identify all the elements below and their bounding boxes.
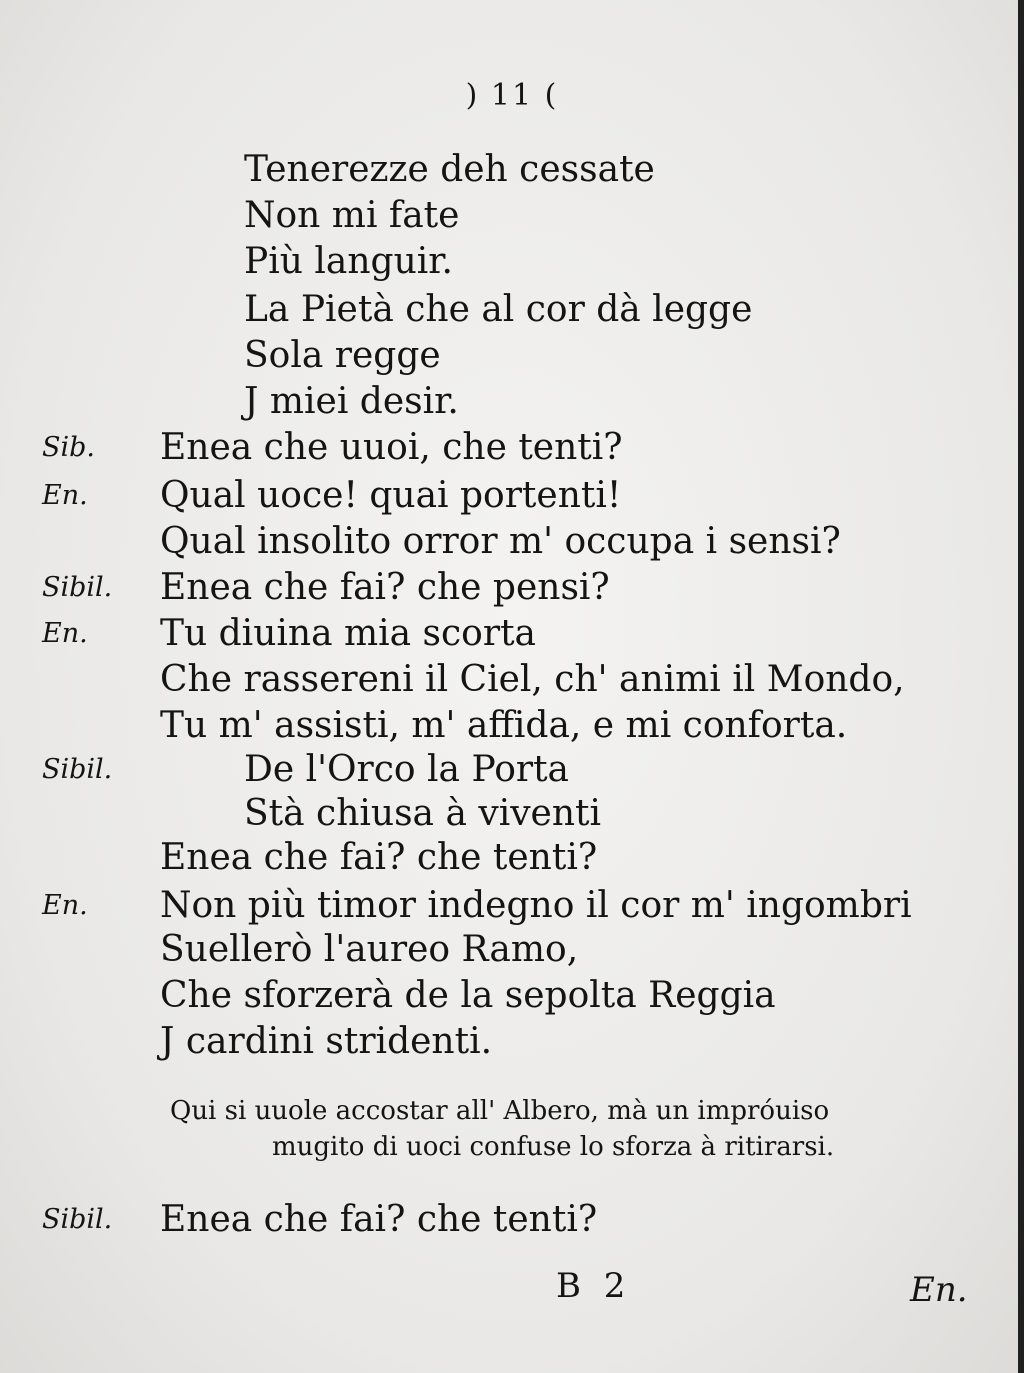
verse-text: Non mi fate (244, 195, 460, 236)
verse-line (0, 834, 1000, 882)
verse-text: Enea che uuoi, che tenti? (160, 427, 623, 468)
verse-line (0, 192, 1000, 240)
verse-text: Che sforzerà de la sepolta Reggia (160, 975, 776, 1016)
verse-line (0, 746, 1000, 794)
verse-line (0, 790, 1000, 838)
speaker-label: En. (42, 480, 88, 511)
verse-text: J miei desir. (244, 381, 459, 422)
verse-line (0, 424, 1000, 472)
speaker-label: Sibil. (42, 572, 113, 603)
verse-text: Qual uoce! quai portenti! (160, 475, 622, 516)
verse-line (0, 972, 1000, 1020)
catchword: En. (910, 1270, 968, 1310)
speaker-label: En. (42, 890, 88, 921)
verse-line (0, 656, 1000, 704)
verse-text: Più languir. (244, 241, 453, 282)
signature-mark: B 2 (556, 1266, 632, 1306)
verse-line (0, 238, 1000, 286)
speaker-label: Sib. (42, 432, 95, 463)
verse-line (0, 564, 1000, 612)
verse-line (0, 702, 1000, 750)
verse-text: Enea che fai? che tenti? (160, 1199, 598, 1240)
verse-line (0, 1018, 1000, 1066)
verse-text: La Pietà che al cor dà legge (244, 289, 753, 330)
verse-text: J cardini stridenti. (160, 1021, 493, 1062)
verse-text: Sola regge (244, 335, 441, 376)
verse-line (0, 146, 1000, 194)
verse-text: Non più timor indegno il cor m' ingombri (160, 885, 912, 926)
verse-line (0, 518, 1000, 566)
verse-text: Enea che fai? che tenti? (160, 837, 598, 878)
speaker-label: En. (42, 618, 88, 649)
stage-direction-line: Qui si uuole accostar all' Albero, mà un impróuiso (170, 1096, 830, 1126)
verse-line (0, 332, 1000, 380)
verse-text: Qual insolito orror m' occupa i sensi? (160, 521, 841, 562)
stage-direction (170, 1093, 990, 1165)
verse-text: Tu m' assisti, m' affida, e mi conforta. (160, 705, 848, 746)
page-number-header: ) 11 ( (465, 78, 559, 113)
verse-line (0, 610, 1000, 658)
verse-text: Che rassereni il Ciel, ch' animi il Mondo, (160, 659, 905, 700)
stage-direction-line: mugito di uoci confuse lo sforza à ritirarsi. (272, 1132, 835, 1162)
verse-line (0, 926, 1000, 974)
speaker-label: Sibil. (42, 754, 113, 785)
verse-text: Tenerezze deh cessate (244, 149, 655, 190)
speaker-label: Sibil. (42, 1204, 113, 1235)
verse-text: Stà chiusa à viventi (244, 793, 602, 834)
verse-line (0, 882, 1000, 930)
verse-line (0, 472, 1000, 520)
verse-text: De l'Orco la Porta (244, 749, 570, 790)
verse-text: Suellerò l'aureo Ramo, (160, 929, 579, 970)
verse-line (0, 378, 1000, 426)
verse-text: Tu diuina mia scorta (160, 613, 536, 654)
verse-line (0, 286, 1000, 334)
verse-text: Enea che fai? che pensi? (160, 567, 610, 608)
verse-line (0, 1196, 1000, 1244)
